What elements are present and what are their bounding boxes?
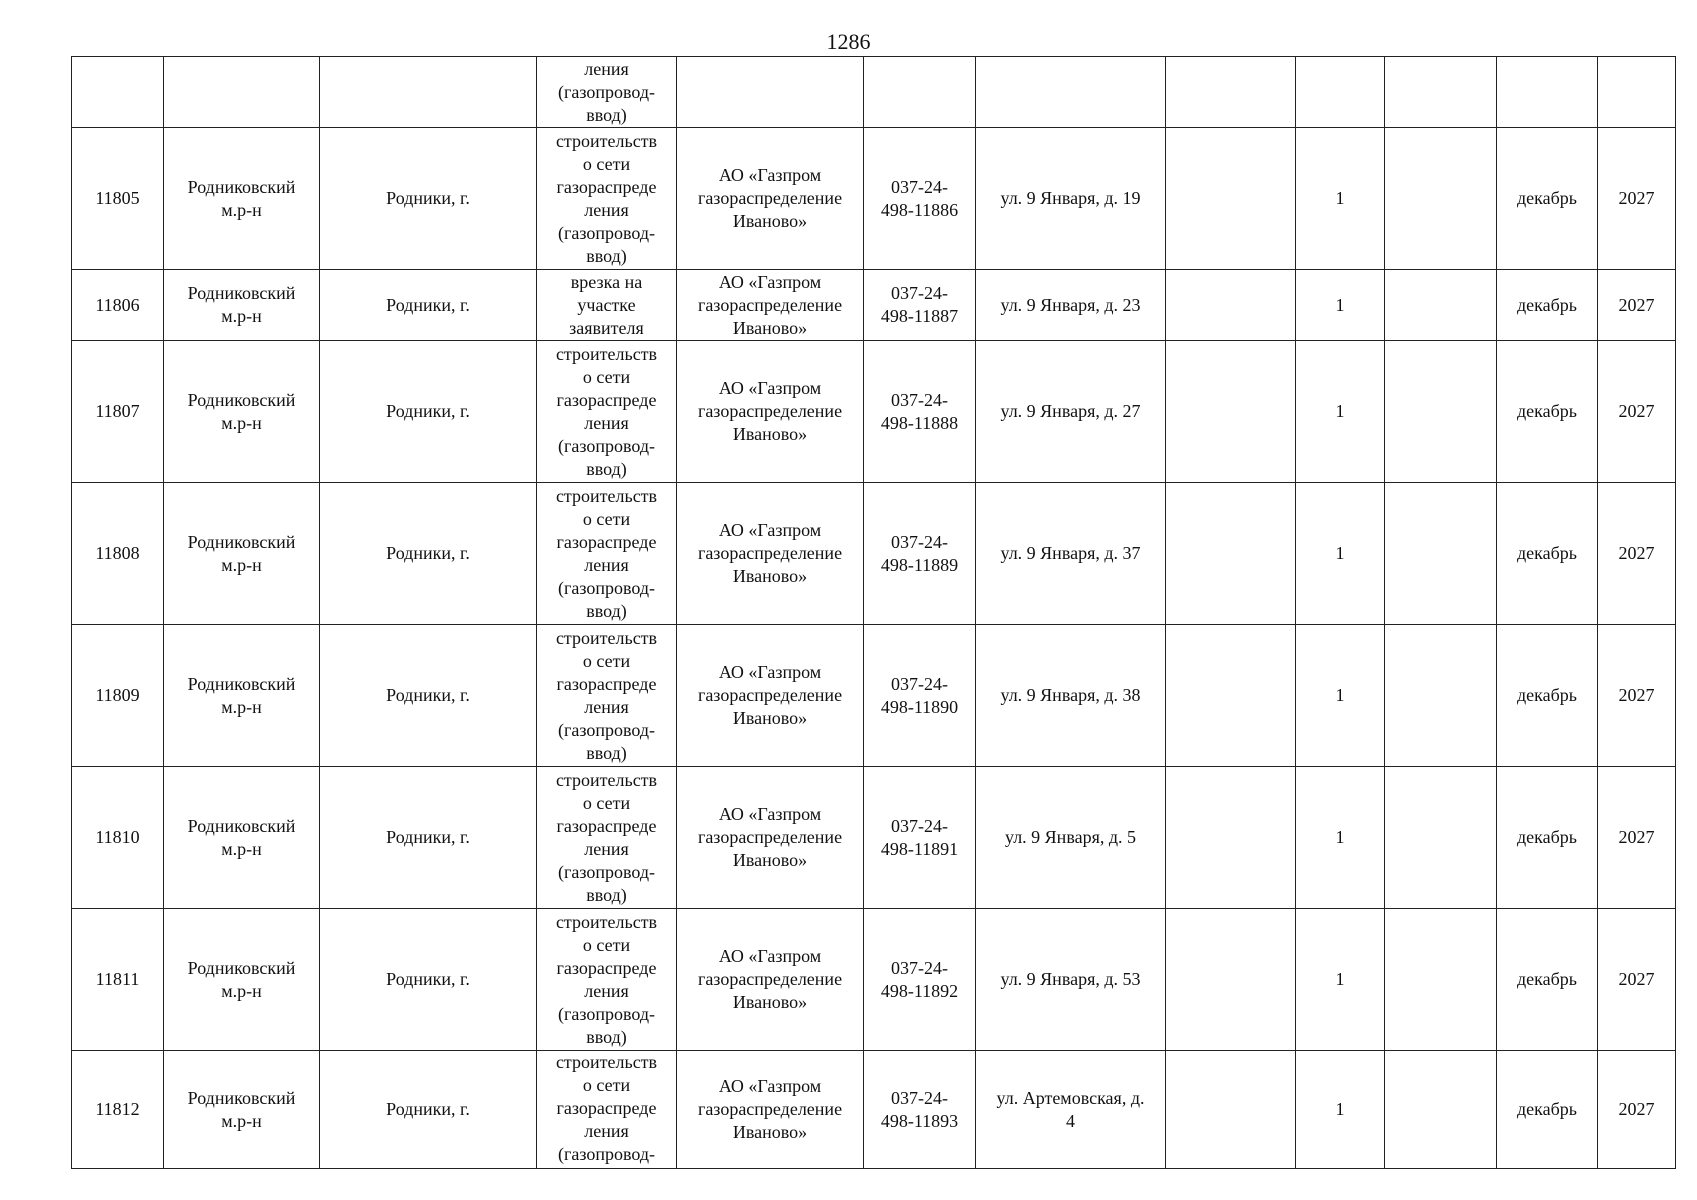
- cell-address: ул. 9 Января, д. 38: [976, 625, 1166, 767]
- cell-year: 2027: [1598, 625, 1676, 767]
- cell-month: декабрь: [1497, 1051, 1598, 1169]
- cell-work-type: врезка на участке заявителя: [537, 270, 677, 341]
- table-row: [72, 128, 1676, 270]
- cell-month: декабрь: [1497, 483, 1598, 625]
- cell-code: 037-24- 498-11886: [864, 128, 976, 270]
- cell-count: 1: [1296, 767, 1385, 909]
- cell-col10: [1385, 909, 1497, 1051]
- cell-year: [1598, 57, 1676, 128]
- cell-col10: [1385, 270, 1497, 341]
- cell-locality: Родники, г.: [320, 341, 537, 483]
- cell-col10: [1385, 341, 1497, 483]
- cell-month: декабрь: [1497, 341, 1598, 483]
- cell-month: декабрь: [1497, 128, 1598, 270]
- cell-code: 037-24- 498-11892: [864, 909, 976, 1051]
- cell-num: 11806: [72, 270, 164, 341]
- cell-month: декабрь: [1497, 909, 1598, 1051]
- cell-col8: [1166, 483, 1296, 625]
- cell-locality: Родники, г.: [320, 128, 537, 270]
- table-row: [72, 270, 1676, 341]
- cell-work-type: ления (газопровод- ввод): [537, 57, 677, 128]
- cell-count: 1: [1296, 483, 1385, 625]
- cell-address: ул. 9 Января, д. 5: [976, 767, 1166, 909]
- cell-org: АО «Газпром газораспределение Иваново»: [677, 483, 864, 625]
- cell-col8: [1166, 341, 1296, 483]
- cell-num: [72, 57, 164, 128]
- page-number: 1286: [826, 29, 871, 54]
- cell-num: 11811: [72, 909, 164, 1051]
- cell-code: 037-24- 498-11889: [864, 483, 976, 625]
- cell-col10: [1385, 625, 1497, 767]
- cell-code: 037-24- 498-11893: [864, 1051, 976, 1169]
- cell-col8: [1166, 909, 1296, 1051]
- gas-connection-register-table: [71, 56, 1676, 1169]
- table-row: [72, 909, 1676, 1051]
- cell-org: АО «Газпром газораспределение Иваново»: [677, 909, 864, 1051]
- cell-code: [864, 57, 976, 128]
- cell-address: ул. 9 Января, д. 53: [976, 909, 1166, 1051]
- cell-district: Родниковский м.р-н: [164, 625, 320, 767]
- cell-district: Родниковский м.р-н: [164, 483, 320, 625]
- cell-org: АО «Газпром газораспределение Иваново»: [677, 625, 864, 767]
- cell-work-type: строительств о сети газораспреде ления (газопровод-: [537, 1051, 677, 1169]
- cell-org: АО «Газпром газораспределение Иваново»: [677, 341, 864, 483]
- cell-work-type: строительств о сети газораспреде ления (газопровод- ввод): [537, 625, 677, 767]
- cell-month: [1497, 57, 1598, 128]
- cell-district: Родниковский м.р-н: [164, 128, 320, 270]
- cell-year: 2027: [1598, 909, 1676, 1051]
- cell-count: 1: [1296, 341, 1385, 483]
- cell-col8: [1166, 128, 1296, 270]
- cell-district: Родниковский м.р-н: [164, 341, 320, 483]
- cell-work-type: строительств о сети газораспреде ления (газопровод- ввод): [537, 128, 677, 270]
- cell-col10: [1385, 483, 1497, 625]
- cell-district: Родниковский м.р-н: [164, 1051, 320, 1169]
- cell-num: 11805: [72, 128, 164, 270]
- cell-num: 11812: [72, 1051, 164, 1169]
- cell-num: 11810: [72, 767, 164, 909]
- table-row-continuation: [72, 57, 1676, 128]
- cell-col8: [1166, 57, 1296, 128]
- cell-col8: [1166, 625, 1296, 767]
- cell-code: 037-24- 498-11890: [864, 625, 976, 767]
- cell-count: 1: [1296, 909, 1385, 1051]
- cell-work-type: строительств о сети газораспреде ления (газопровод- ввод): [537, 483, 677, 625]
- cell-org: АО «Газпром газораспределение Иваново»: [677, 128, 864, 270]
- table-row: [72, 625, 1676, 767]
- cell-district: Родниковский м.р-н: [164, 767, 320, 909]
- cell-year: 2027: [1598, 270, 1676, 341]
- cell-address: [976, 57, 1166, 128]
- cell-code: 037-24- 498-11888: [864, 341, 976, 483]
- cell-count: 1: [1296, 128, 1385, 270]
- cell-locality: Родники, г.: [320, 270, 537, 341]
- table-row: [72, 767, 1676, 909]
- cell-count: 1: [1296, 270, 1385, 341]
- cell-district: Родниковский м.р-н: [164, 270, 320, 341]
- cell-work-type: строительств о сети газораспреде ления (газопровод- ввод): [537, 341, 677, 483]
- cell-month: декабрь: [1497, 767, 1598, 909]
- cell-org: АО «Газпром газораспределение Иваново»: [677, 1051, 864, 1169]
- cell-locality: Родники, г.: [320, 483, 537, 625]
- cell-count: 1: [1296, 625, 1385, 767]
- cell-address: ул. 9 Января, д. 23: [976, 270, 1166, 341]
- cell-month: декабрь: [1497, 270, 1598, 341]
- table-row: [72, 483, 1676, 625]
- cell-work-type: строительств о сети газораспреде ления (газопровод- ввод): [537, 767, 677, 909]
- cell-col8: [1166, 1051, 1296, 1169]
- cell-org: АО «Газпром газораспределение Иваново»: [677, 767, 864, 909]
- cell-address: ул. 9 Января, д. 27: [976, 341, 1166, 483]
- cell-locality: Родники, г.: [320, 767, 537, 909]
- cell-address: ул. Артемовская, д. 4: [976, 1051, 1166, 1169]
- cell-col10: [1385, 767, 1497, 909]
- cell-count: 1: [1296, 1051, 1385, 1169]
- cell-year: 2027: [1598, 483, 1676, 625]
- cell-locality: Родники, г.: [320, 909, 537, 1051]
- cell-address: ул. 9 Января, д. 37: [976, 483, 1166, 625]
- cell-locality: [320, 57, 537, 128]
- cell-col10: [1385, 1051, 1497, 1169]
- cell-col8: [1166, 767, 1296, 909]
- cell-month: декабрь: [1497, 625, 1598, 767]
- cell-num: 11809: [72, 625, 164, 767]
- cell-district: [164, 57, 320, 128]
- cell-col10: [1385, 57, 1497, 128]
- cell-num: 11807: [72, 341, 164, 483]
- cell-work-type: строительств о сети газораспреде ления (газопровод- ввод): [537, 909, 677, 1051]
- cell-col10: [1385, 128, 1497, 270]
- table-row: [72, 341, 1676, 483]
- cell-col8: [1166, 270, 1296, 341]
- cell-year: 2027: [1598, 341, 1676, 483]
- cell-year: 2027: [1598, 767, 1676, 909]
- cell-year: 2027: [1598, 128, 1676, 270]
- cell-locality: Родники, г.: [320, 1051, 537, 1169]
- cell-org: АО «Газпром газораспределение Иваново»: [677, 270, 864, 341]
- cell-address: ул. 9 Января, д. 19: [976, 128, 1166, 270]
- table-row: [72, 1051, 1676, 1169]
- cell-org: [677, 57, 864, 128]
- cell-code: 037-24- 498-11887: [864, 270, 976, 341]
- cell-code: 037-24- 498-11891: [864, 767, 976, 909]
- cell-year: 2027: [1598, 1051, 1676, 1169]
- cell-locality: Родники, г.: [320, 625, 537, 767]
- cell-count: [1296, 57, 1385, 128]
- cell-num: 11808: [72, 483, 164, 625]
- cell-district: Родниковский м.р-н: [164, 909, 320, 1051]
